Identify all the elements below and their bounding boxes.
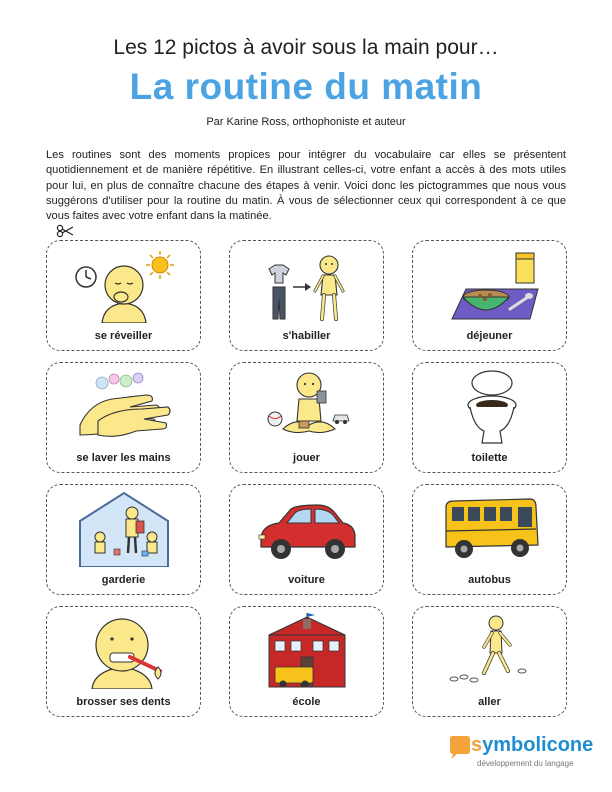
- picto-card: [229, 606, 384, 717]
- card-label: se réveiller: [94, 330, 153, 342]
- header-subtitle: Les 12 pictos à avoir sous la main pour…: [113, 36, 499, 59]
- play-icon: [255, 369, 360, 445]
- speech-bubble-icon: [447, 735, 471, 761]
- picto-card: [412, 362, 567, 473]
- card-label: voiture: [288, 574, 325, 586]
- card-label: école: [292, 696, 321, 708]
- picto-card: [412, 484, 567, 595]
- get-dressed-icon: [255, 247, 360, 323]
- picto-card: [46, 484, 201, 595]
- car-icon: [255, 491, 360, 567]
- card-label: aller: [478, 696, 501, 708]
- daycare-icon: [72, 491, 177, 567]
- page-title: La routine du matin: [129, 66, 483, 107]
- wash-hands-icon: [72, 369, 177, 445]
- picto-card: [46, 606, 201, 717]
- card-label: se laver les mains: [76, 452, 171, 464]
- card-label: toilette: [471, 452, 508, 464]
- card-label: garderie: [101, 574, 146, 586]
- brush-teeth-icon: [72, 613, 177, 689]
- school-bus-icon: [438, 491, 543, 567]
- school-icon: [255, 613, 360, 689]
- card-label: déjeuner: [466, 330, 513, 342]
- picto-card: [229, 362, 384, 473]
- walk-icon: [438, 613, 543, 689]
- picto-card: [229, 240, 384, 351]
- logo-name: ymbolicone: [482, 734, 594, 756]
- symbolicone-logo: [447, 734, 594, 775]
- card-label: jouer: [293, 452, 320, 464]
- card-label: autobus: [468, 574, 511, 586]
- logo-s: s: [471, 734, 483, 756]
- picto-card: [229, 484, 384, 595]
- logo-tagline: développement du langage: [477, 759, 574, 768]
- picto-card: [412, 606, 567, 717]
- card-label: s'habiller: [282, 330, 331, 342]
- card-label: brosser ses dents: [76, 696, 171, 708]
- breakfast-icon: [438, 247, 543, 323]
- intro-paragraph: Les routines sont des moments propices pour intégrer du vocabulaire car elles se présentent quotidiennement et de manière répétitive. En illustrant celles-ci, votre enfant a accès à des mots utiles pour lui, en plus de connaître chacune des étapes à venir. Voici donc les pictogrammes que nous vous suggérons d'utiliser pour la routine du matin. À vous de sélectionner ceux qui correspondent à ce que vous faites avec votre enfant dans la matinée.: [46, 149, 566, 223]
- toilet-icon: [438, 369, 543, 445]
- picto-card: [46, 362, 201, 473]
- picto-card: [412, 240, 567, 351]
- wake-up-icon: [72, 247, 177, 323]
- picto-card: [46, 240, 201, 351]
- logo-wordmark: [471, 734, 593, 757]
- author-line: Par Karine Ross, orthophoniste et auteur: [206, 116, 406, 128]
- scissors-icon: [56, 224, 74, 238]
